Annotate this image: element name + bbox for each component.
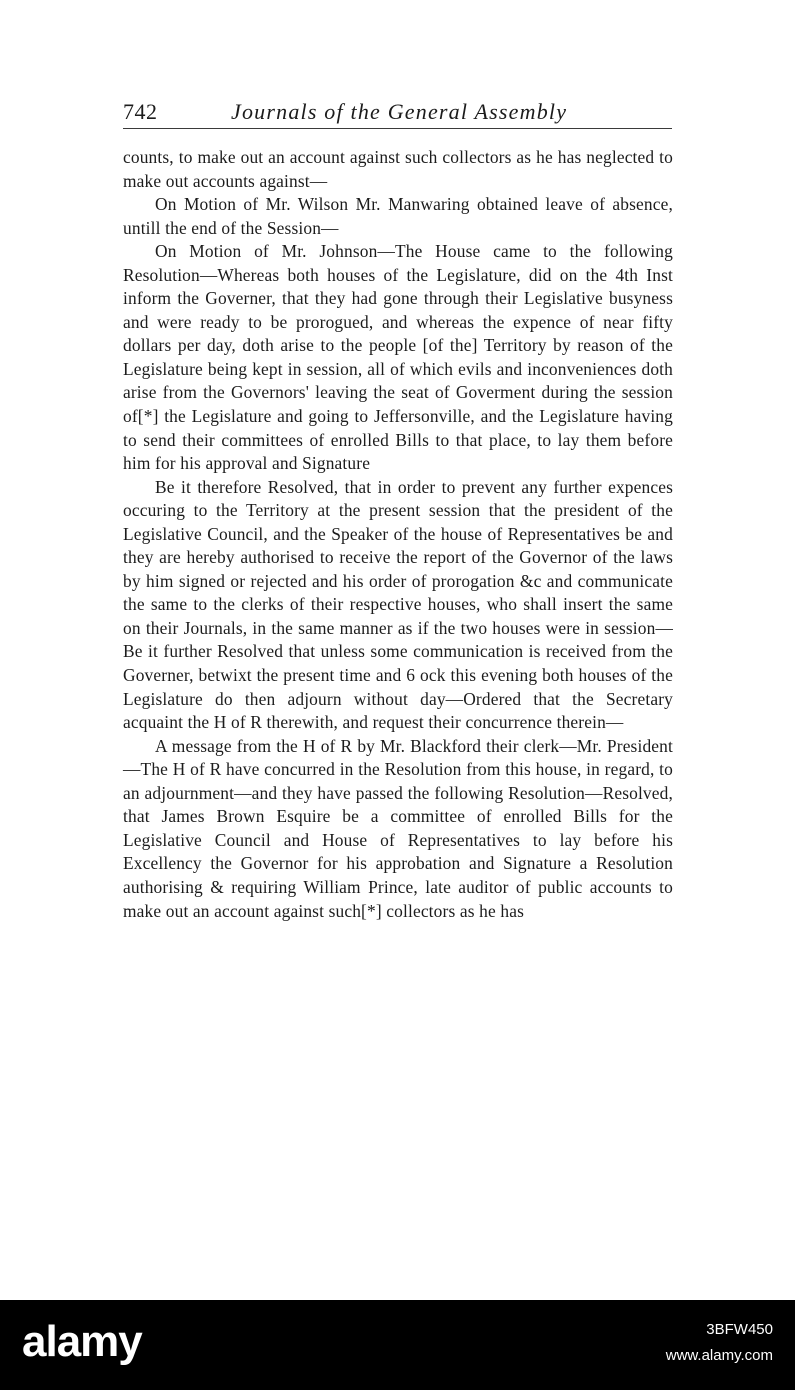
alamy-logo: alamy (22, 1317, 142, 1366)
watermark-footer (0, 1300, 795, 1390)
paragraph: counts, to make out an account against such collectors as he has neglected to make out accounts against— (123, 147, 673, 191)
running-head (123, 98, 672, 129)
body-text (123, 146, 673, 923)
paragraph: On Motion of Mr. Johnson—The House came to the following Resolution—Whereas both houses of the Legislature, did on the 4th Inst inform the Governer, that they had gone through their Legislative busyness and were ready to be prorogued, and whereas the expence of near fifty dollars per day, doth arise to the people [of the] Territory by reason of the Legislature being kept in session, all of which evils and inconveniences doth arise from the Governors' leaving the seat of Goverment during the session of[*] the Legislature and going to Jeffersonville, and the Legislature having to send their committees of enrolled Bills to that place, to lay them before him for his approval and Signature (123, 241, 673, 474)
paragraph: On Motion of Mr. Wilson Mr. Manwaring obtained leave of absence, untill the end of the Session— (123, 194, 673, 238)
page-number: 742 (123, 99, 158, 124)
image-code: 3BFW450 (706, 1321, 773, 1338)
footer-url: www.alamy.com (665, 1347, 773, 1364)
journal-title: Journals of the General Assembly (231, 99, 568, 124)
paragraph: A message from the H of R by Mr. Blackford their clerk—Mr. President—The H of R have concurred in the Resolution from this house, in regard, to an adjournment—and they have passed the following Resolution—Resolved, that James Brown Esquire be a committee of enrolled Bills for the Legislative Council and House of Representatives to lay before his Excellency the Governor for his approbation and Signature a Resolution authorising & requiring William Prince, late auditor of public accounts to make out an account against such[*] collectors as he has (123, 735, 673, 921)
paragraph: Be it therefore Resolved, that in order to prevent any further expences occuring to the Territory at the present session that the president of the Legislative Council, and the Speaker of the house of Representatives be and they are hereby authorised to receive the report of the Governor of the laws by him signed or rejected and his order of prorogation &c and communicate the same to the clerks of their respective houses, who shall insert the same on their Journals, in the same manner as if the two houses were in session—Be it further Resolved that unless some communication is received from the Governer, betwixt the present time and 6 ock this evening both houses of the Legislature do then adjourn without day—Ordered that the Secretary acquaint the H of R therewith, and request their concurrence therein— (123, 476, 673, 733)
